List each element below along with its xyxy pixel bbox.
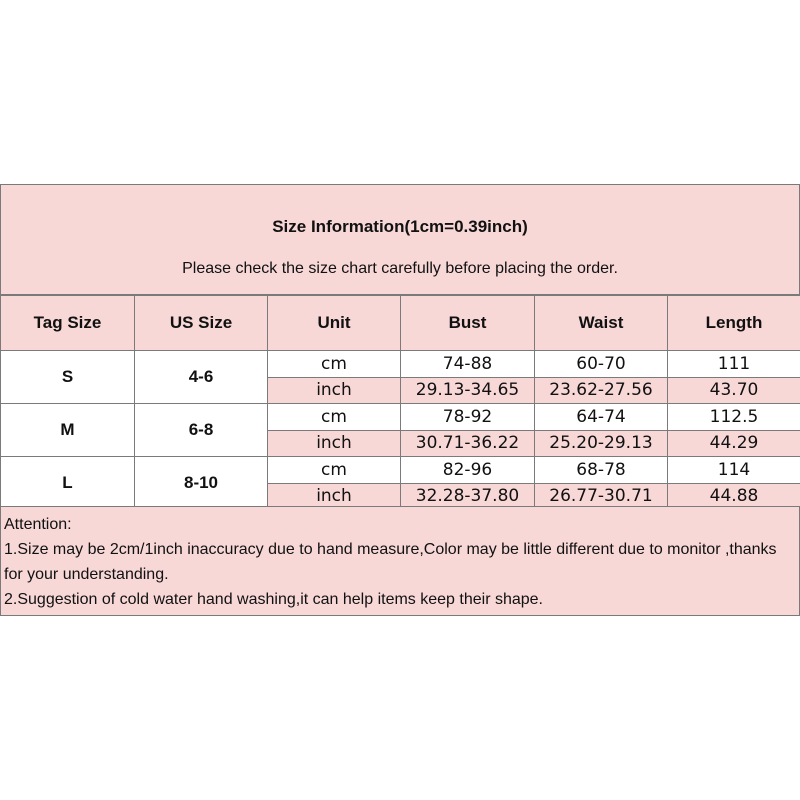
- length-cell: 43.70: [668, 377, 800, 404]
- chart-subtitle: Please check the size chart carefully before placing the order.: [182, 259, 618, 277]
- length-cell: 112.5: [668, 404, 800, 431]
- length-cell: 111: [668, 351, 800, 378]
- bust-cell: 30.71-36.22: [401, 430, 535, 457]
- table-row: [1, 404, 800, 431]
- header-unit: Unit: [268, 296, 401, 351]
- waist-cell: 25.20-29.13: [535, 430, 668, 457]
- header-bust: Bust: [401, 296, 535, 351]
- bust-cell: 78-92: [401, 404, 535, 431]
- notes-heading: Attention:: [4, 516, 72, 533]
- waist-cell: 64-74: [535, 404, 668, 431]
- waist-cell: 26.77-30.71: [535, 483, 668, 510]
- tag-size-cell: L: [1, 457, 135, 510]
- header-tag-size: Tag Size: [1, 296, 135, 351]
- us-size-cell: 6-8: [135, 404, 268, 457]
- header-waist: Waist: [535, 296, 668, 351]
- waist-cell: 60-70: [535, 351, 668, 378]
- unit-cell: inch: [268, 483, 401, 510]
- size-table: [0, 295, 800, 510]
- tag-size-cell: M: [1, 404, 135, 457]
- us-size-cell: 4-6: [135, 351, 268, 404]
- waist-cell: 23.62-27.56: [535, 377, 668, 404]
- unit-cell: inch: [268, 430, 401, 457]
- unit-cell: inch: [268, 377, 401, 404]
- header-us-size: US Size: [135, 296, 268, 351]
- length-cell: 114: [668, 457, 800, 484]
- notes-line-1: 1.Size may be 2cm/1inch inaccuracy due to hand measure,Color may be little different due to monitor ,thanks for your understanding.: [4, 541, 777, 583]
- title-band: [0, 184, 800, 243]
- bust-cell: 29.13-34.65: [401, 377, 535, 404]
- header-length: Length: [668, 296, 800, 351]
- table-row: [1, 351, 800, 378]
- unit-cell: cm: [268, 457, 401, 484]
- bust-cell: 74-88: [401, 351, 535, 378]
- unit-cell: cm: [268, 351, 401, 378]
- bust-cell: 82-96: [401, 457, 535, 484]
- attention-notes: [0, 506, 800, 616]
- table-header-row: [1, 296, 800, 351]
- waist-cell: 68-78: [535, 457, 668, 484]
- chart-title: Size Information(1cm=0.39inch): [272, 217, 528, 236]
- table-row: [1, 457, 800, 484]
- bust-cell: 32.28-37.80: [401, 483, 535, 510]
- subtitle-band: [0, 243, 800, 295]
- length-cell: 44.29: [668, 430, 800, 457]
- size-chart: [0, 184, 800, 616]
- tag-size-cell: S: [1, 351, 135, 404]
- unit-cell: cm: [268, 404, 401, 431]
- length-cell: 44.88: [668, 483, 800, 510]
- us-size-cell: 8-10: [135, 457, 268, 510]
- notes-line-2: 2.Suggestion of cold water hand washing,it can help items keep their shape.: [4, 591, 543, 608]
